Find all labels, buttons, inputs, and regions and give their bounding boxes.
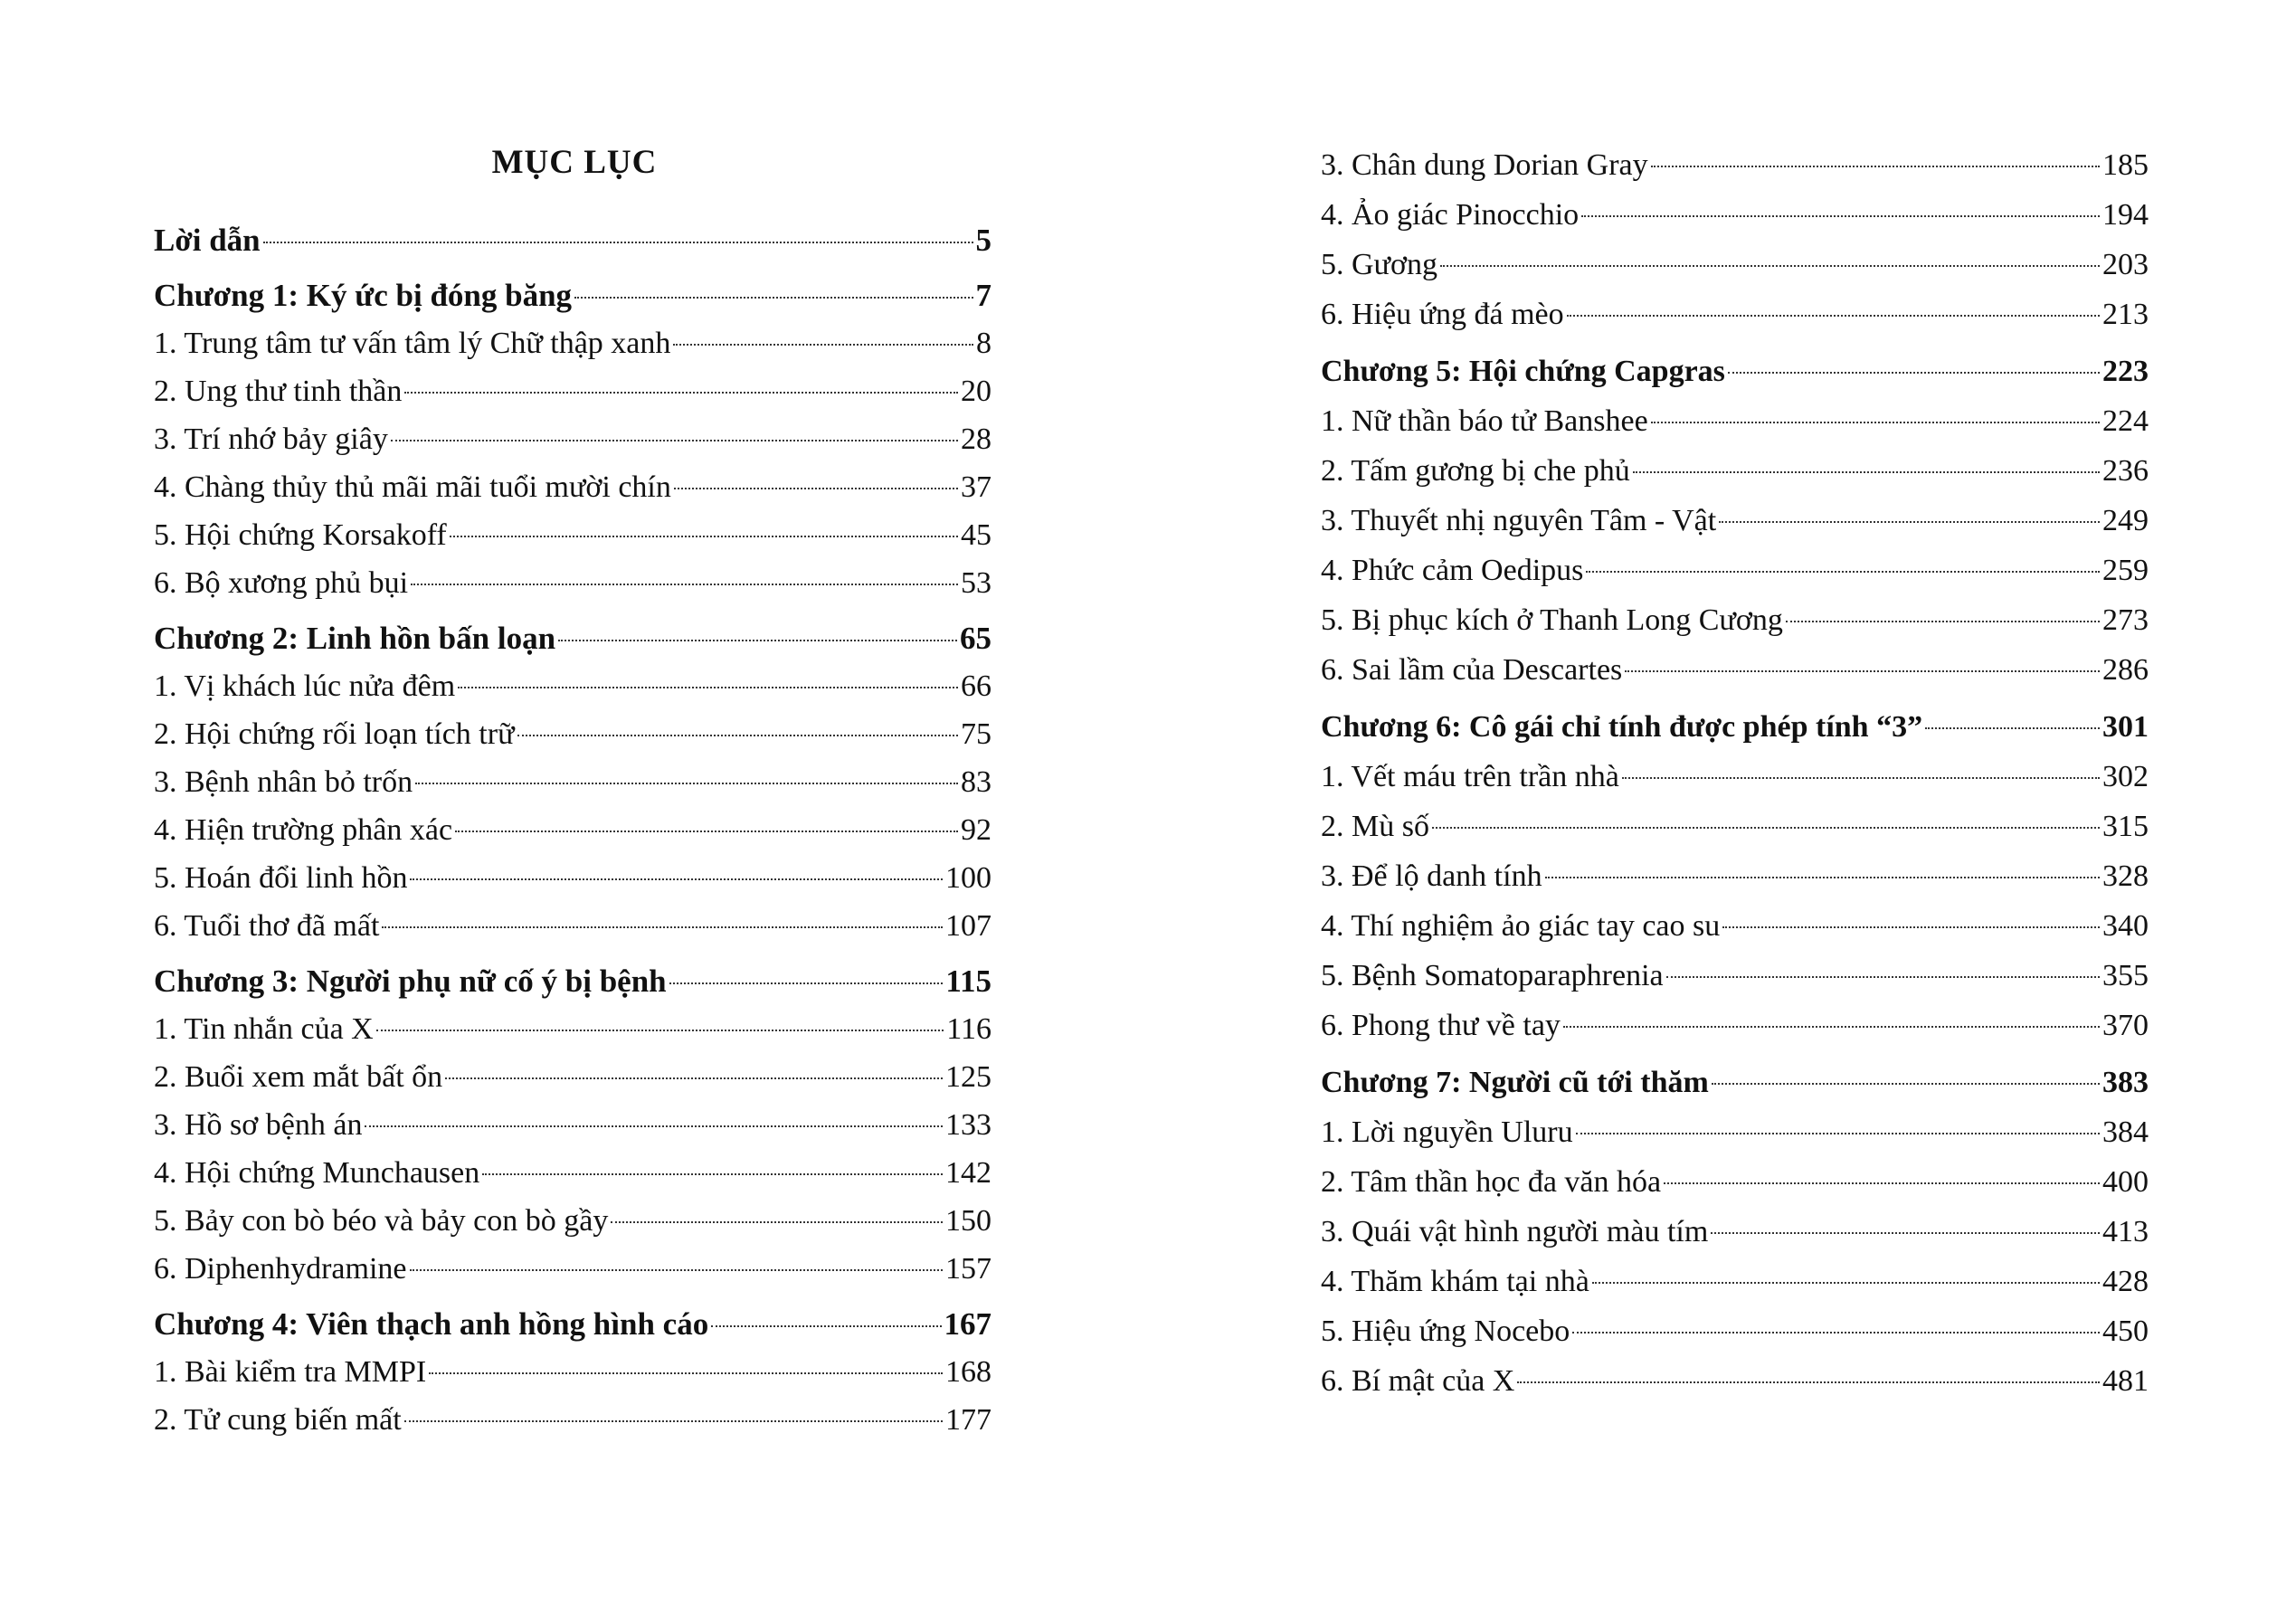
toc-entry-page-number: 65 [960,621,991,656]
toc-section-entry [154,1101,991,1149]
toc-section-entry [1321,396,2149,446]
toc-section-entry [154,1197,991,1245]
toc-entry-page-number: 340 [2102,909,2149,943]
dot-leader [263,242,973,243]
toc-entry-label: Chương 7: Người cũ tới thăm [1321,1066,1709,1099]
dot-leader [411,584,958,585]
toc-entry-page-number: 37 [961,470,991,504]
toc-entry-label: 5. Hoán đổi linh hồn [154,861,408,895]
toc-entry-label: 5. Hội chứng Korsakoff [154,518,447,552]
toc-entry-label: 4. Ảo giác Pinocchio [1321,198,1580,232]
toc-entry-page-number: 213 [2102,298,2149,331]
toc-section-entry [1321,1356,2149,1406]
dot-leader [1712,1083,2100,1085]
toc-entry-page-number: 100 [945,861,991,895]
dot-leader [1664,1182,2100,1184]
toc-section-entry [1321,496,2149,546]
dot-leader [410,1269,944,1271]
dot-leader [1545,877,2100,878]
dot-leader [1440,265,2100,267]
toc-entry-label: 3. Chân dung Dorian Gray [1321,148,1648,182]
toc-entry-label: 1. Vết máu trên trần nhà [1321,760,1619,793]
toc-section-entry [1321,1157,2149,1207]
dot-leader [391,440,958,441]
toc-section-entry [1321,190,2149,240]
dot-leader [450,536,958,537]
dot-leader [1666,976,2100,978]
dot-leader [1728,372,2100,374]
toc-entry-page-number: 53 [961,566,991,600]
toc-entry-label: Chương 4: Viên thạch anh hồng hình cáo [154,1306,709,1342]
toc-entry-label: 3. Quái vật hình người màu tím [1321,1215,1709,1248]
dot-leader [1592,1282,2100,1284]
dot-leader [1586,571,2100,573]
toc-list-right [1321,140,2149,1406]
toc-entry-page-number: 384 [2102,1115,2149,1149]
toc-entry-page-number: 400 [2102,1165,2149,1199]
toc-entry-label: 4. Thí nghiệm ảo giác tay cao su [1321,909,1721,943]
toc-section-entry [1321,289,2149,339]
toc-entry-page-number: 125 [945,1060,991,1094]
toc-entry-page-number: 168 [945,1355,991,1389]
toc-entry-page-number: 45 [961,518,991,552]
toc-entry-page-number: 194 [2102,198,2149,232]
toc-entry-page-number: 5 [975,223,991,258]
dot-leader [1651,422,2100,423]
toc-entry-page-number: 133 [945,1108,991,1142]
toc-entry-label: 2. Mù số [1321,810,1429,843]
toc-entry-label: 1. Nữ thần báo tử Banshee [1321,404,1648,438]
toc-entry-label: 4. Phức cảm Oedipus [1321,554,1584,587]
toc-entry-label: 4. Hiện trường phân xác [154,813,453,847]
toc-entry-label: 1. Trung tâm tư vấn tâm lý Chữ thập xanh [154,327,671,360]
dot-leader [711,1325,941,1327]
dot-leader [376,1030,944,1031]
toc-section-entry [154,1245,991,1293]
toc-entry-label: 5. Bị phục kích ở Thanh Long Cương [1321,603,1783,637]
dot-leader [1622,777,2100,779]
toc-section-entry [154,1053,991,1101]
toc-entry-page-number: 315 [2102,810,2149,843]
toc-chapter-entry [1321,1058,2149,1107]
toc-chapter-entry [154,271,991,319]
toc-entry-page-number: 370 [2102,1009,2149,1042]
toc-entry-label: 6. Phong thư về tay [1321,1009,1561,1042]
toc-entry-page-number: 92 [961,813,991,847]
toc-chapter-entry [154,614,991,662]
dot-leader [1581,215,2100,217]
toc-section-entry [1321,951,2149,1001]
dot-leader [673,344,973,346]
toc-section-entry [1321,140,2149,190]
toc-entry-page-number: 7 [975,278,991,313]
toc-entry-page-number: 28 [961,422,991,456]
toc-section-entry [154,463,991,511]
toc-entry-label: 1. Bài kiểm tra MMPI [154,1355,427,1389]
dot-leader [1576,1133,2100,1134]
toc-section-entry [1321,446,2149,496]
dot-leader [517,735,958,736]
toc-entry-label: Chương 6: Cô gái chỉ tính được phép tính “3” [1321,710,1923,744]
toc-section-entry [1321,1257,2149,1306]
dot-leader [1711,1232,2100,1234]
toc-entry-page-number: 413 [2102,1215,2149,1248]
toc-section-entry [154,710,991,758]
toc-section-entry [154,1348,991,1396]
toc-section-entry [154,806,991,854]
toc-entry-page-number: 150 [945,1204,991,1238]
toc-entry-label: 6. Bộ xương phủ bụi [154,566,409,600]
dot-leader [404,392,958,394]
dot-leader [1625,670,2100,672]
toc-entry-page-number: 383 [2102,1066,2149,1099]
toc-entry-label: Lời dẫn [154,223,261,258]
toc-section-entry [154,319,991,367]
right-page [1148,0,2296,1623]
toc-section-entry [1321,546,2149,595]
toc-section-entry [154,415,991,463]
toc-entry-label: 5. Bảy con bò béo và bảy con bò gầy [154,1204,609,1238]
dot-leader [1719,521,2100,523]
toc-entry-page-number: 75 [961,717,991,751]
dot-leader [674,488,958,489]
toc-section-entry [1321,645,2149,695]
toc-section-entry [154,1149,991,1197]
toc-entry-page-number: 236 [2102,454,2149,488]
dot-leader [445,1077,943,1079]
dot-leader [1633,471,2100,473]
dot-leader [1567,315,2100,317]
toc-entry-label: 1. Lời nguyền Uluru [1321,1115,1573,1149]
toc-section-entry [1321,851,2149,901]
toc-entry-label: 3. Bệnh nhân bỏ trốn [154,765,413,799]
dot-leader [1925,727,2100,729]
toc-entry-page-number: 177 [945,1403,991,1437]
dot-leader [455,830,958,832]
toc-section-entry [154,854,991,902]
dot-leader [1786,621,2100,622]
dot-leader [382,926,943,928]
dot-leader [429,1372,943,1374]
toc-entry-page-number: 66 [961,669,991,703]
toc-chapter-entry [154,1300,991,1348]
toc-section-entry [154,559,991,607]
toc-section-entry [154,758,991,806]
toc-section-entry [154,511,991,559]
toc-chapter-entry [154,957,991,1005]
toc-entry-label: 1. Tin nhắn của X [154,1012,374,1046]
toc-entry-page-number: 481 [2102,1364,2149,1398]
toc-entry-label: 2. Buổi xem mắt bất ổn [154,1060,443,1094]
dot-leader [611,1221,943,1223]
dot-leader [558,640,957,641]
toc-entry-page-number: 428 [2102,1265,2149,1298]
toc-entry-page-number: 259 [2102,554,2149,587]
dot-leader [1651,166,2100,167]
toc-entry-label: Chương 3: Người phụ nữ cố ý bị bệnh [154,963,667,999]
toc-entry-page-number: 203 [2102,248,2149,281]
dot-leader [415,783,958,784]
toc-section-entry [1321,1001,2149,1050]
dot-leader [1572,1332,2100,1334]
dot-leader [669,982,944,984]
toc-entry-page-number: 8 [976,327,991,360]
toc-entry-label: 6. Sai lầm của Descartes [1321,653,1623,687]
toc-entry-label: 6. Bí mật của X [1321,1364,1515,1398]
toc-entry-page-number: 273 [2102,603,2149,637]
toc-section-entry [1321,1207,2149,1257]
toc-entry-page-number: 286 [2102,653,2149,687]
toc-entry-page-number: 301 [2102,710,2149,744]
toc-section-entry [1321,595,2149,645]
dot-leader [365,1125,943,1127]
toc-entry-label: 2. Tử cung biến mất [154,1403,402,1437]
toc-section-entry [1321,240,2149,289]
toc-section-entry [154,662,991,710]
dot-leader [482,1173,943,1175]
dot-leader [574,297,972,299]
toc-section-entry [154,367,991,415]
toc-section-entry [1321,752,2149,802]
toc-entry-page-number: 355 [2102,959,2149,992]
toc-entry-label: Chương 2: Linh hồn bấn loạn [154,621,556,656]
toc-entry-label: 2. Tâm thần học đa văn hóa [1321,1165,1662,1199]
toc-entry-page-number: 107 [945,909,991,943]
toc-entry-page-number: 302 [2102,760,2149,793]
toc-entry-page-number: 328 [2102,859,2149,893]
toc-entry-label: 2. Tấm gương bị che phủ [1321,454,1630,488]
toc-title: MỤC LỤC [491,144,658,181]
toc-entry-label: 1. Vị khách lúc nửa đêm [154,669,456,703]
toc-section-entry [1321,901,2149,951]
toc-entry-page-number: 116 [946,1012,991,1046]
toc-chapter-entry [1321,702,2149,752]
toc-entry-page-number: 115 [945,963,991,999]
toc-entry-page-number: 185 [2102,148,2149,182]
toc-section-entry [1321,802,2149,851]
toc-entry-label: 2. Hội chứng rối loạn tích trữ [154,717,515,751]
dot-leader [458,687,958,688]
toc-entry-label: 6. Hiệu ứng đá mèo [1321,298,1564,331]
toc-entry-page-number: 157 [945,1252,991,1286]
dot-leader [1563,1026,2100,1028]
toc-entry-page-number: 223 [2102,355,2149,388]
toc-entry-label: 4. Hội chứng Munchausen [154,1156,480,1190]
toc-entry-label: 3. Trí nhớ bảy giây [154,422,388,456]
toc-chapter-entry [1321,346,2149,396]
toc-entry-page-number: 224 [2102,404,2149,438]
toc-entry-label: 2. Ung thư tinh thần [154,375,403,408]
toc-entry-label: Chương 5: Hội chứng Capgras [1321,355,1725,388]
toc-entry-page-number: 450 [2102,1315,2149,1348]
toc-entry-label: 6. Tuổi thơ đã mất [154,909,380,943]
dot-leader [410,878,943,880]
toc-section-entry [154,902,991,950]
toc-entry-label: 6. Diphenhydramine [154,1252,407,1286]
toc-section-entry [154,1005,991,1053]
toc-entry-label: 3. Để lộ danh tính [1321,859,1542,893]
toc-entry-label: 5. Gương [1321,248,1437,281]
toc-entry-label: 5. Bệnh Somatoparaphrenia [1321,959,1664,992]
dot-leader [1432,827,2100,829]
dot-leader [1722,926,2100,928]
toc-entry-label: Chương 1: Ký ức bị đóng băng [154,278,573,313]
toc-entry-label: 3. Hồ sơ bệnh án [154,1108,363,1142]
toc-entry-page-number: 249 [2102,504,2149,537]
toc-entry-label: 5. Hiệu ứng Nocebo [1321,1315,1570,1348]
toc-list-left [154,216,991,1444]
toc-entry-page-number: 83 [961,765,991,799]
toc-entry-page-number: 142 [945,1156,991,1190]
toc-section-entry [1321,1107,2149,1157]
toc-entry-page-number: 20 [961,375,991,408]
toc-chapter-entry [154,216,991,264]
dot-leader [404,1420,943,1422]
toc-entry-label: 3. Thuyết nhị nguyên Tâm - Vật [1321,504,1717,537]
toc-entry-page-number: 167 [944,1306,991,1342]
toc-section-entry [1321,1306,2149,1356]
toc-section-entry [154,1396,991,1444]
dot-leader [1517,1381,2100,1383]
toc-entry-label: 4. Chàng thủy thủ mãi mãi tuổi mười chín [154,470,671,504]
toc-entry-label: 4. Thăm khám tại nhà [1321,1265,1589,1298]
